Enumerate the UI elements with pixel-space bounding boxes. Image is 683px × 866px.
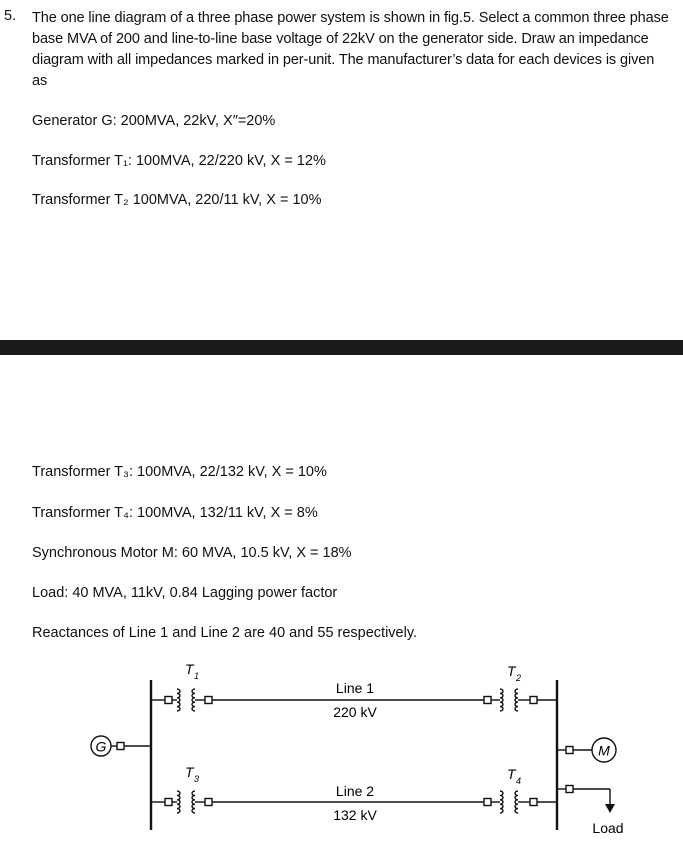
generator-data: Generator G: 200MVA, 22kV, X″=20% [32, 113, 276, 129]
t2-label: T [507, 663, 516, 679]
line-1-voltage: 220 kV [333, 704, 377, 720]
load-arrow [605, 804, 615, 813]
question-text: The one line diagram of a three phase power system is shown in fig.5. Select a common three phase base MVA of 200 and line-to-line base voltage of 22kV on the generator side. Draw an impedance diagram with all impedances marked in per-unit. The manufacturer’s data for each devices is given as [32, 10, 669, 89]
question-number: 5. [4, 8, 17, 24]
line-2-voltage: 132 kV [333, 807, 377, 823]
t3-subscript: 3 [194, 774, 200, 784]
transformer-t3 [151, 791, 212, 813]
line-1-name: Line 1 [335, 680, 375, 696]
transformer-t3-data: Transformer T₃: 100MVA, 22/132 kV, X = 10% [32, 464, 327, 480]
transformer-t4 [484, 791, 557, 813]
transformer-t1 [151, 689, 212, 711]
t4-subscript: 4 [516, 776, 522, 786]
transformer-t2-data: Transformer T₂ 100MVA, 220/11 kV, X = 10% [32, 192, 322, 208]
transformer-t1-data: Transformer T₁: 100MVA, 22/220 kV, X = 12% [32, 153, 326, 169]
transformer-t4-data: Transformer T₄: 100MVA, 132/11 kV, X = 8% [32, 505, 318, 521]
t1-subscript: 1 [194, 671, 200, 681]
t4-label: T [507, 766, 516, 782]
generator-label: G [95, 738, 107, 755]
motor-data: Synchronous Motor M: 60 MVA, 10.5 kV, X = 18% [32, 545, 352, 561]
t2-subscript: 2 [516, 673, 522, 683]
motor-label: M [598, 742, 610, 759]
t3-label: T [185, 764, 194, 780]
load-label: Load [592, 820, 624, 836]
load-data: Load: 40 MVA, 11kV, 0.84 Lagging power factor [32, 585, 338, 601]
transformer-t2 [484, 689, 557, 711]
line-reactances-data: Reactances of Line 1 and Line 2 are 40 and 55 respectively. [32, 625, 418, 641]
t1-label: T [185, 661, 194, 677]
line-2-name: Line 2 [335, 783, 375, 799]
